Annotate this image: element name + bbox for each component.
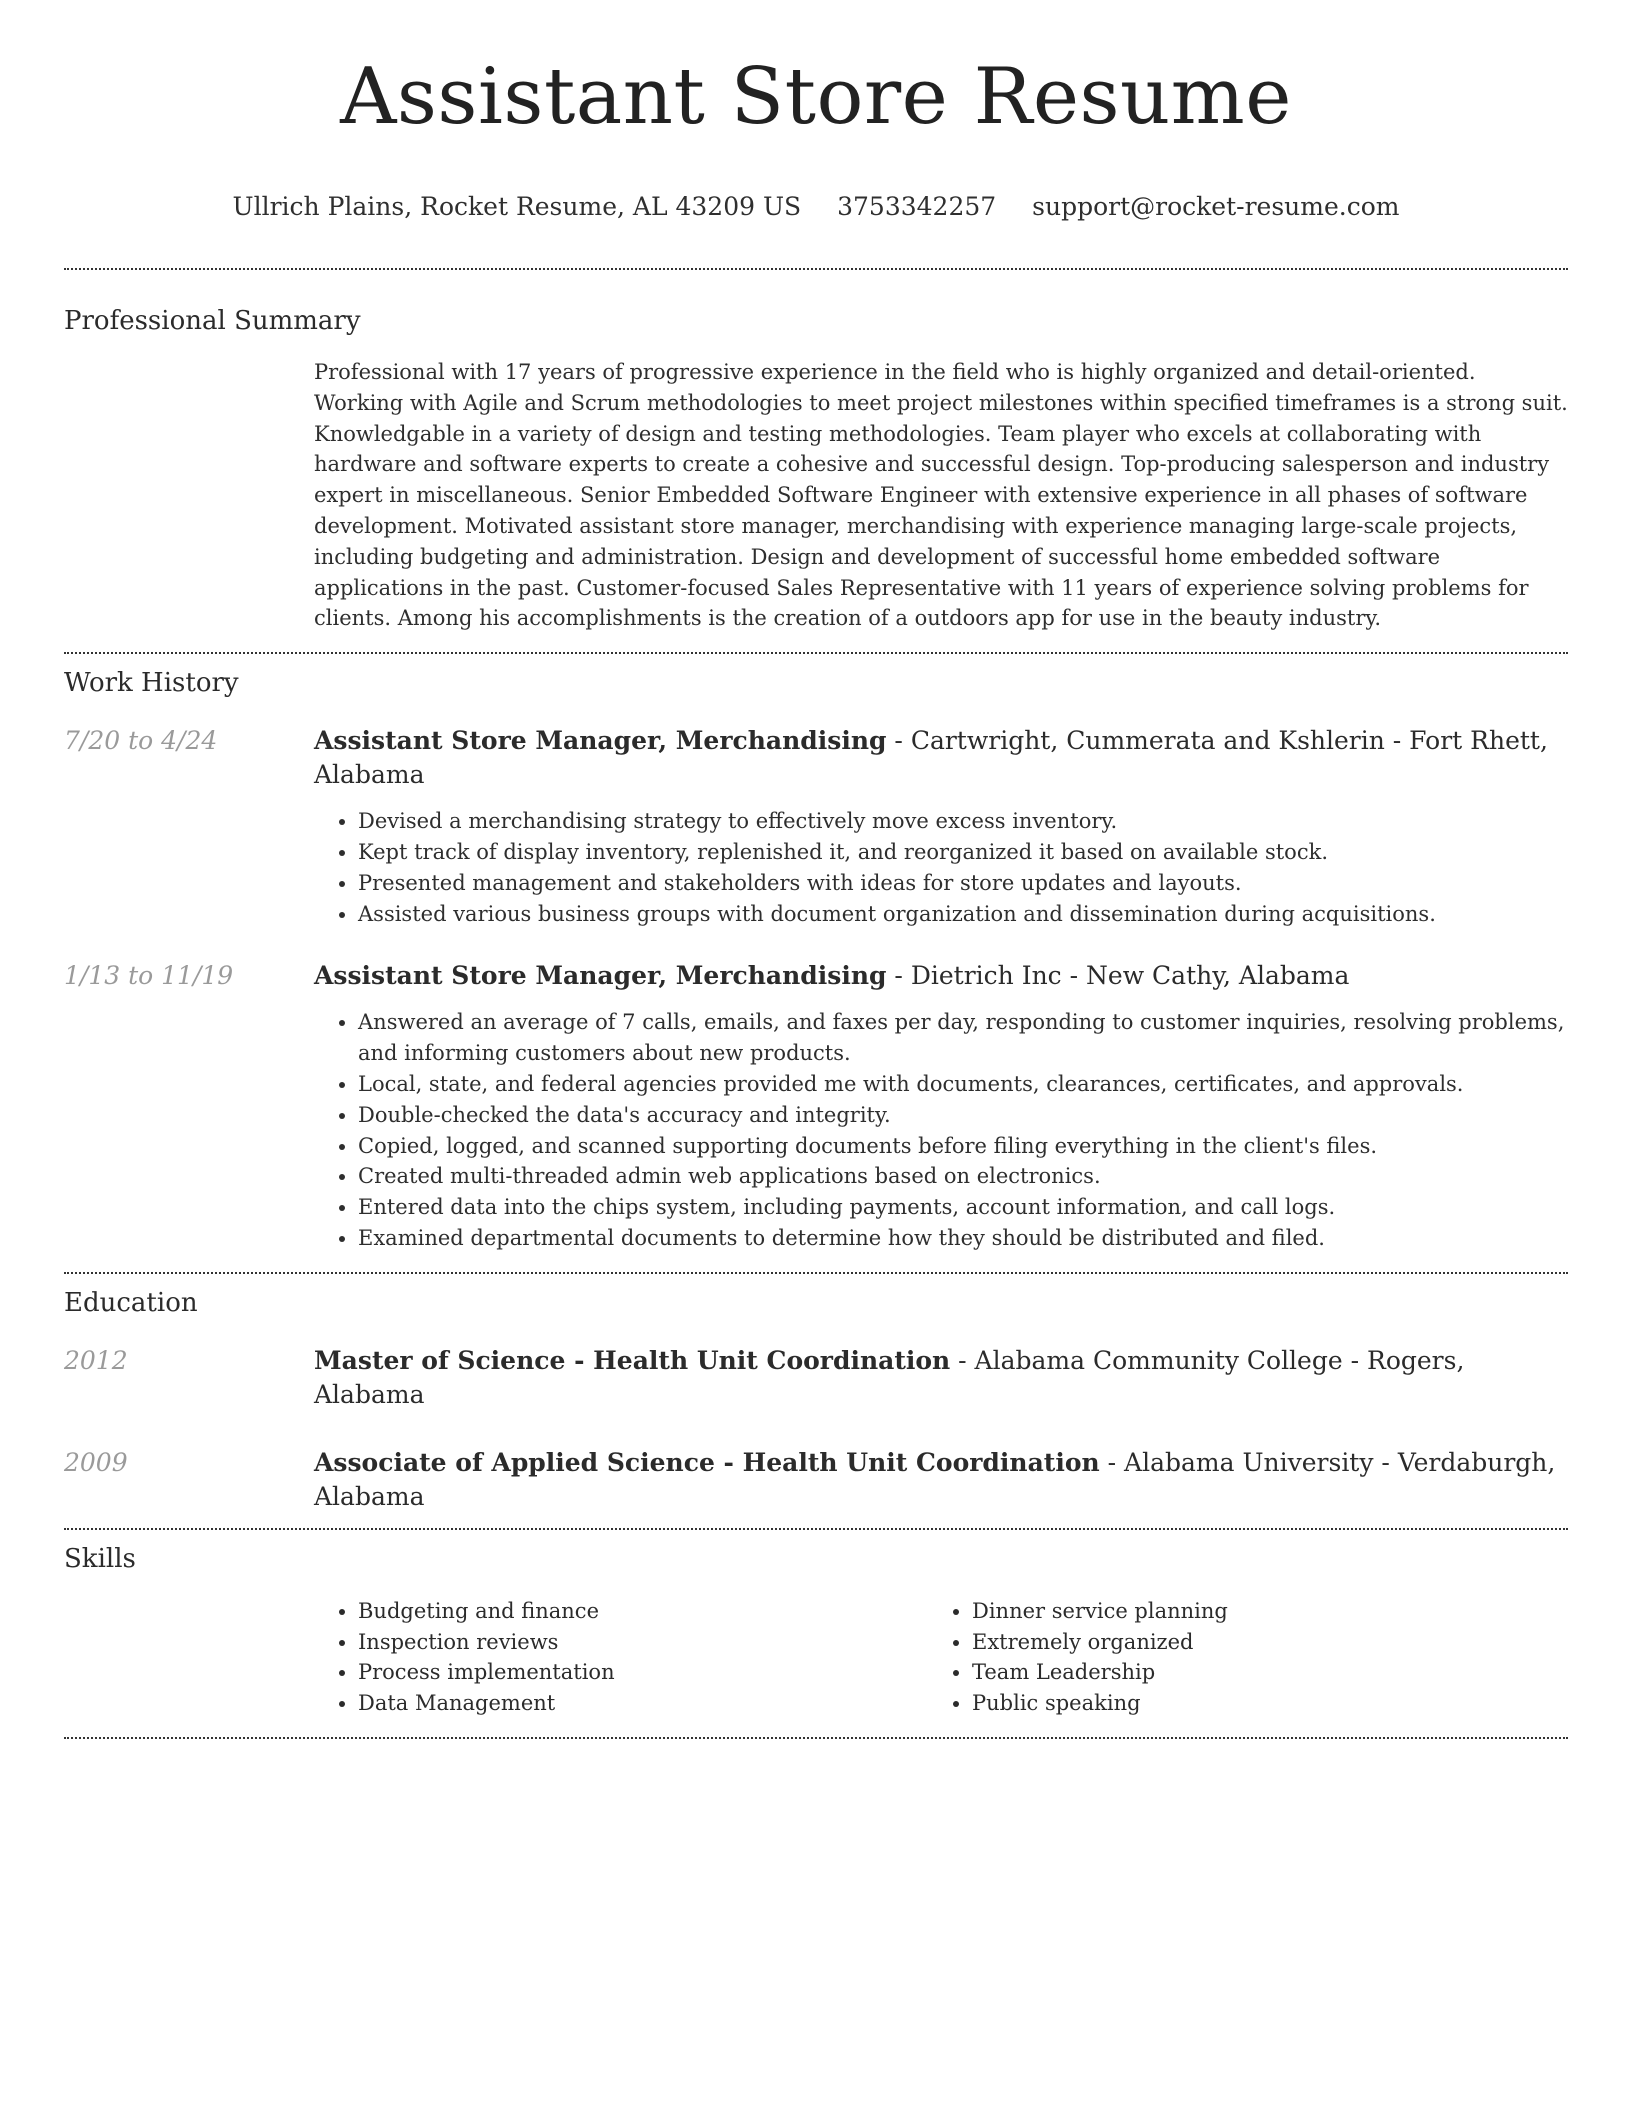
job-dates: 1/13 to 11/19 [64,961,234,991]
list-item: • Kept track of display inventory, replenished it, and reorganized it based on available stock. [358,837,1568,868]
job-role: Assistant Store Manager, Merchandising [314,961,887,991]
job-company: - Dietrich Inc - New Cathy, Alabama [886,961,1350,991]
work-history-section [64,654,1568,1254]
list-item: • Double-checked the data's accuracy and integrity. [358,1100,1568,1131]
list-item: • Assisted various business groups with document organization and dissemination during acquisitions. [358,899,1568,930]
contact-address: Ullrich Plains, Rocket Resume, AL 43209 US [232,192,802,221]
education-entry [64,1344,1568,1412]
section-title-work: Work History [64,668,239,699]
contact-email: support@rocket-resume.com [1032,192,1400,221]
skills-columns [314,1596,1568,1719]
section-title-summary: Professional Summary [64,306,361,336]
list-item: • Entered data into the chips system, including payments, account information, and call logs. [358,1192,1568,1223]
list-item: • Dinner service planning [972,1596,1542,1627]
education-year: 2012 [64,1345,128,1375]
education-degree: Master of Science - Health Unit Coordination [314,1345,951,1375]
education-year: 2009 [64,1447,128,1477]
list-item: • Inspection reviews [358,1627,928,1658]
job-company: - Cartwright, Cummerata and Kshlerin - Fort Rhett, Alabama [314,726,1548,790]
list-item: • Local, state, and federal agencies provided me with documents, clearances, certificates, and approvals. [358,1069,1568,1100]
education-heading [314,1446,1568,1514]
list-item: • Public speaking [972,1688,1542,1719]
job-bullets [314,806,1568,929]
job-role: Assistant Store Manager, Merchandising [314,726,887,756]
summary-section [64,270,1568,634]
education-entry [64,1446,1568,1514]
summary-text: Professional with 17 years of progressive experience in the field who is highly organized and detail-oriented. Working with Agile and Scrum methodologies to meet project milestones within specified timeframes is a strong suit. Knowledgable in a variety of design and testing methodologies. Team player who excels at collaborating with hardware and software experts to create a cohesive and successful design. Top-producing salesperson and industry expert in miscellaneous. Senior Embedded Software Engineer with extensive experience in all phases of software development. Motivated assistant store manager, merchandising with experience managing large-scale projects, including budgeting and administration. Design and development of successful home embedded software applications in the past. Customer-focused Sales Representative with 11 years of experience solving problems for clients. Among his accomplishments is the creation of a outdoors app for use in the beauty industry. [314,360,1568,631]
list-item: • Extremely organized [972,1627,1542,1658]
job-entry [64,724,1568,929]
job-bullets [314,1007,1568,1253]
list-item: • Copied, logged, and scanned supporting documents before filing everything in the client's files. [358,1131,1568,1162]
divider [64,1737,1568,1739]
skills-section [64,1530,1568,1719]
education-heading [314,1344,1568,1412]
contact-line [64,190,1568,224]
section-title-education: Education [64,1287,198,1318]
skills-list-right [928,1596,1542,1719]
list-item: • Budgeting and finance [358,1596,928,1627]
list-item: • Team Leadership [972,1657,1542,1688]
list-item: • Data Management [358,1688,928,1719]
job-heading [314,724,1568,792]
list-item: • Devised a merchandising strategy to effectively move excess inventory. [358,806,1568,837]
list-item: • Answered an average of 7 calls, emails, and faxes per day, responding to customer inquiries, resolving problems, and informing customers about new products. [358,1007,1568,1069]
job-dates: 7/20 to 4/24 [64,726,218,756]
contact-phone: 3753342257 [837,192,997,221]
list-item: • Presented management and stakeholders with ideas for store updates and layouts. [358,868,1568,899]
education-school: - Alabama University - Verdaburgh, Alabama [314,1447,1556,1511]
section-title-skills: Skills [64,1543,136,1574]
education-degree: Associate of Applied Science - Health Unit Coordination [314,1447,1100,1477]
resume-page [64,0,1568,1739]
skills-list-left [314,1596,928,1719]
job-entry [64,959,1568,1253]
education-school: - Alabama Community College - Rogers, Alabama [314,1345,1465,1409]
list-item: • Examined departmental documents to determine how they should be distributed and filed. [358,1223,1568,1254]
education-section [64,1274,1568,1514]
list-item: • Created multi-threaded admin web applications based on electronics. [358,1161,1568,1192]
resume-title: Assistant Store Resume [340,52,1292,142]
job-heading [314,959,1568,993]
list-item: • Process implementation [358,1657,928,1688]
